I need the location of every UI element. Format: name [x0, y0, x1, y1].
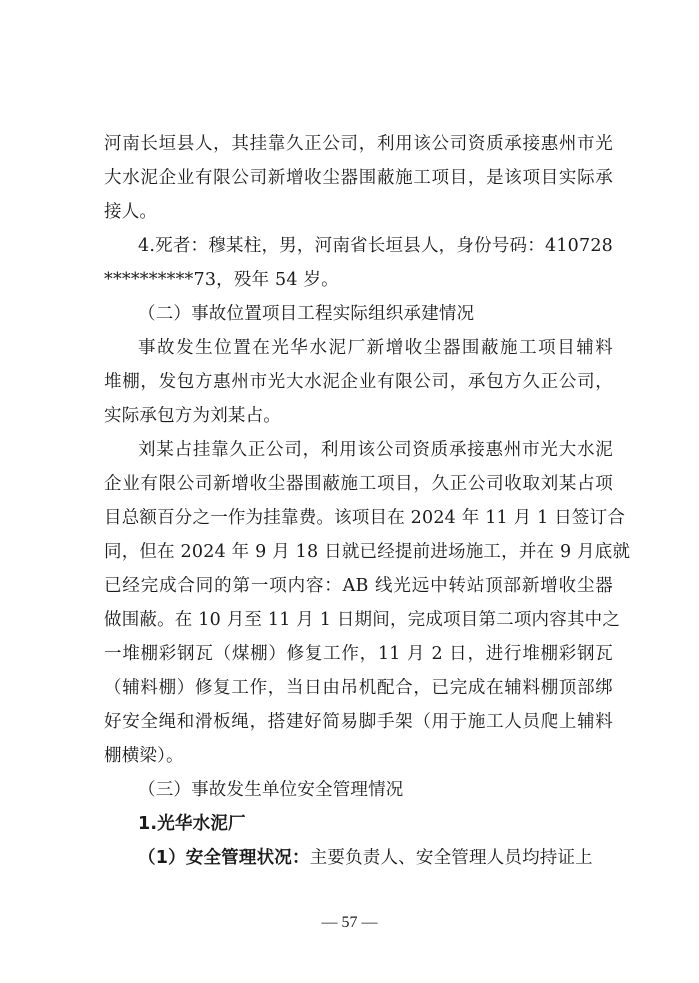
section-heading: （二）事故位置项目工程实际组织承建情况 — [138, 304, 475, 324]
paragraph-line: 企业有限公司新增收尘器围蔽施工项目，久正公司收取刘某占项 — [104, 474, 613, 494]
paragraph-line: 目总额百分之一作为挂靠费。该项目在 2024 年 11 月 1 日签订合 — [104, 508, 626, 528]
paragraph-line: 4.死者：穆某柱，男，河南省长垣县人，身份号码：410728 — [138, 236, 613, 256]
paragraph-line — [138, 841, 613, 875]
section-heading: （三）事故发生单位安全管理情况 — [138, 780, 404, 800]
paragraph-line: **********73，殁年 54 岁。 — [104, 270, 339, 290]
paragraph-line: 棚横梁）。 — [104, 746, 184, 766]
paragraph-line: 河南长垣县人，其挂靠久正公司，利用该公司资质承接惠州市光 — [104, 134, 613, 154]
item-label: （1）安全管理状况： — [138, 848, 310, 868]
paragraph-line: 已经完成合同的第一项内容：AB 线光远中转站顶部新增收尘器 — [104, 576, 613, 596]
paragraph-line: 大水泥企业有限公司新增收尘器围蔽施工项目，是该项目实际承 — [104, 168, 613, 188]
paragraph-line: 刘某占挂靠久正公司，利用该公司资质承接惠州市光大水泥 — [138, 440, 613, 460]
paragraph-line: 实际承包方为刘某占。 — [104, 406, 281, 426]
paragraph-line: 接人。 — [104, 202, 158, 222]
paragraph-line: 做围蔽。在 10 月至 11 月 1 日期间，完成项目第二项内容其中之 — [104, 610, 621, 630]
paragraph-line: （辅料棚）修复工作，当日由吊机配合，已完成在辅料棚顶部绑 — [104, 678, 613, 698]
item-text: 主要负责人、安全管理人员均持证上 — [309, 848, 593, 868]
paragraph-line: 好安全绳和滑板绳，搭建好简易脚手架（用于施工人员爬上辅料 — [104, 712, 613, 732]
paragraph-line: 一堆棚彩钢瓦（煤棚）修复工作，11 月 2 日，进行堆棚彩钢瓦 — [104, 644, 613, 664]
subsection-heading: 1.光华水泥厂 — [138, 814, 246, 834]
paragraph-line: 同，但在 2024 年 9 月 18 日就已经提前进场施工，并在 9 月底就 — [104, 542, 631, 562]
paragraph-line: 事故发生位置在光华水泥厂新增收尘器围蔽施工项目辅料 — [138, 338, 613, 358]
paragraph-line: 堆棚，发包方惠州市光大水泥企业有限公司，承包方久正公司， — [104, 372, 613, 392]
page-number: — 57 — — [321, 914, 378, 931]
